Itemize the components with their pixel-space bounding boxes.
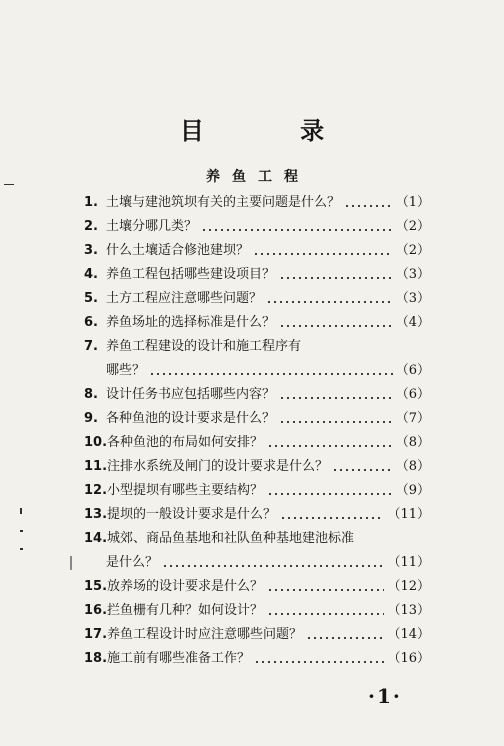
toc-entry-page: （4） [395,315,430,330]
toc-leader-dots [332,468,393,472]
toc-leader-dots [344,204,393,208]
toc-leader-dots [149,372,393,376]
toc-entry [84,620,430,644]
toc-entry-page: （3） [395,291,430,306]
toc-entry-text: 拦鱼栅有几种？如何设计？ [107,603,264,618]
toc-leader-dots [279,324,393,328]
toc-entry-number: 2. [84,219,98,234]
toc-entry-page: （6） [395,363,430,378]
toc-entry-text: 养鱼工程设计时应注意哪些问题？ [107,627,303,642]
toc-entry [84,452,430,476]
toc-entry [84,188,430,212]
toc-entry-page: （8） [395,435,430,450]
toc-entry-text: 城郊、商品鱼基地和社队鱼种基地建池标准 [107,531,355,546]
toc-entry [84,572,430,596]
toc-entry-text: 放养场的设计要求是什么？ [107,579,264,594]
toc-entry-text: 施工前有哪些准备工作？ [107,651,251,666]
toc-entry-page: （2） [395,243,430,258]
toc-entry-page: （6） [395,387,430,402]
margin-mark [4,184,14,185]
table-of-contents [84,188,430,668]
toc-entry-page: （12） [387,579,430,594]
toc-entry-number: 14. [84,531,108,546]
toc-entry-number: 10. [84,435,108,450]
toc-entry-page: （1） [395,195,430,210]
toc-entry-text: 设计任务书应包括哪些内容？ [106,387,276,402]
toc-entry [84,284,430,308]
toc-entry-page: （8） [395,459,430,474]
toc-entry [84,404,430,428]
margin-mark [20,530,23,532]
toc-entry-text: 土壤与建池筑坝有关的主要问题是什么？ [106,195,341,210]
margin-mark [20,548,23,550]
toc-leader-dots [253,252,393,256]
toc-entry-page: （14） [387,627,430,642]
toc-entry-text: 各种鱼池的布局如何安排？ [107,435,264,450]
toc-leader-dots [306,636,384,640]
toc-entry-text: 是什么？ [106,555,159,570]
toc-entry [84,236,430,260]
toc-entry [84,332,430,356]
margin-mark [20,508,22,514]
toc-entry-page: （13） [387,603,430,618]
toc-entry [84,476,430,500]
toc-leader-dots [267,588,384,592]
toc-entry-number: 13. [84,507,108,522]
toc-entry-number: 18. [84,651,108,666]
margin-mark [70,556,72,570]
toc-entry [84,644,430,668]
toc-entry-page: （7） [395,411,430,426]
toc-entry [84,596,430,620]
page-number: ·1· [368,684,402,708]
toc-entry-text: 土方工程应注意哪些问题？ [106,291,263,306]
toc-entry [84,356,430,380]
toc-entry-text: 哪些？ [106,363,146,378]
toc-leader-dots [279,396,393,400]
toc-entry-text: 养鱼工程建设的设计和施工程序有 [106,339,302,354]
toc-entry-page: （16） [387,651,430,666]
toc-entry-number: 8. [84,387,98,402]
toc-entry-number: 6. [84,315,98,330]
toc-entry [84,428,430,452]
toc-entry [84,260,430,284]
toc-entry-page: （2） [395,219,430,234]
toc-entry-number: 15. [84,579,108,594]
toc-entry-number: 7. [84,339,98,354]
toc-entry-number: 9. [84,411,98,426]
toc-entry-number: 16. [84,603,108,618]
toc-entry-text: 养鱼工程包括哪些建设项目？ [106,267,276,282]
toc-leader-dots [254,660,384,664]
toc-entry-text: 各种鱼池的设计要求是什么？ [106,411,276,426]
toc-entry [84,548,430,572]
toc-entry-text: 养鱼场址的选择标准是什么？ [106,315,276,330]
page-title: 目 录 [179,116,369,145]
toc-entry-text: 小型提坝有哪些主要结构？ [107,483,264,498]
toc-leader-dots [267,612,384,616]
section-heading: 养鱼工程 [206,169,310,185]
toc-leader-dots [280,516,384,520]
toc-entry [84,380,430,404]
toc-entry-number: 3. [84,243,98,258]
toc-leader-dots [279,420,393,424]
toc-entry-text: 什么土壤适合修池建坝？ [106,243,250,258]
toc-entry-number: 5. [84,291,98,306]
toc-entry-number: 4. [84,267,98,282]
toc-entry [84,500,430,524]
toc-entry-number: 17. [84,627,108,642]
toc-entry-text: 注排水系统及闸门的设计要求是什么？ [107,459,329,474]
toc-leader-dots [267,444,393,448]
toc-leader-dots [267,492,393,496]
toc-entry [84,212,430,236]
toc-entry-text: 提坝的一般设计要求是什么？ [107,507,277,522]
toc-leader-dots [162,564,384,568]
toc-entry-text: 土壤分哪几类？ [106,219,198,234]
toc-leader-dots [279,276,393,280]
toc-entry-number: 1. [84,195,98,210]
toc-entry [84,308,430,332]
toc-leader-dots [266,300,393,304]
toc-leader-dots [201,228,393,232]
toc-entry-page: （11） [387,555,430,570]
toc-entry-page: （3） [395,267,430,282]
toc-entry-page: （9） [395,483,430,498]
toc-entry-number: 11. [84,459,108,474]
toc-entry [84,524,430,548]
toc-entry-number: 12. [84,483,108,498]
toc-entry-page: （11） [387,507,430,522]
